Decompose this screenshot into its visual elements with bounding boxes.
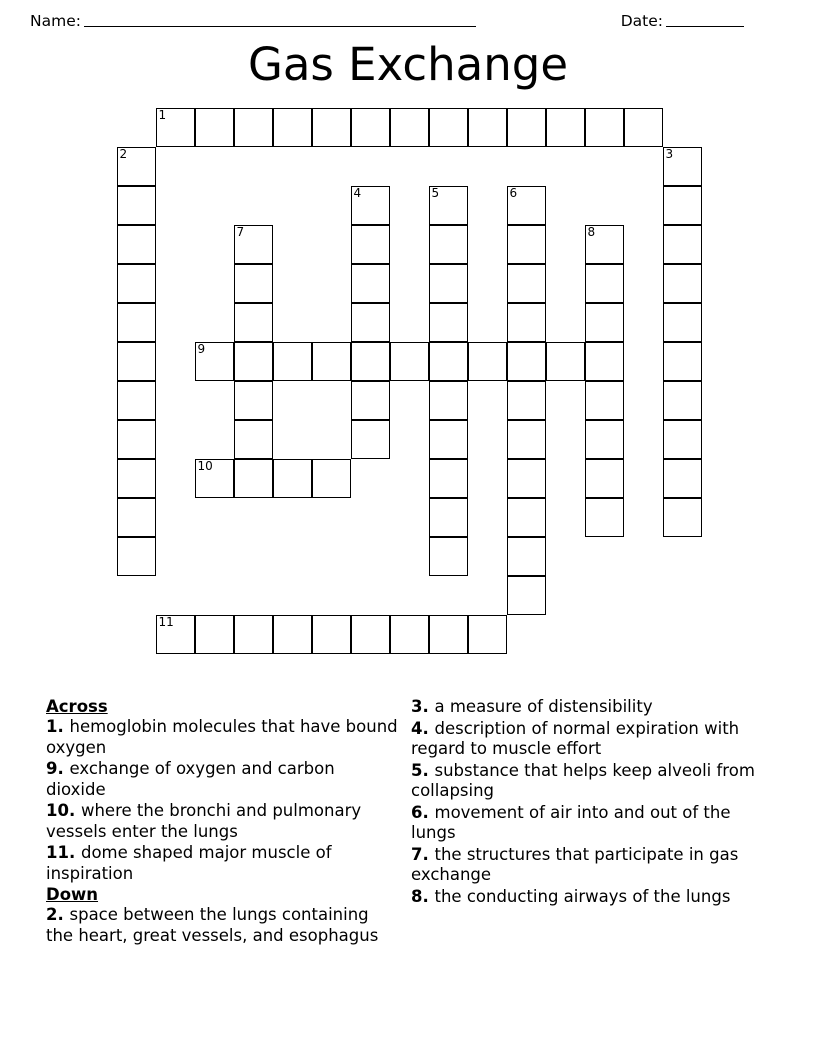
crossword-cell[interactable] bbox=[507, 537, 546, 576]
page-title: Gas Exchange bbox=[247, 38, 569, 91]
crossword-cell[interactable] bbox=[429, 342, 468, 381]
clues-column-right bbox=[411, 697, 763, 908]
crossword-cell[interactable] bbox=[663, 303, 702, 342]
crossword-cell[interactable] bbox=[429, 615, 468, 654]
crossword-cell[interactable] bbox=[663, 264, 702, 303]
crossword-cell[interactable] bbox=[234, 459, 273, 498]
crossword-cell[interactable] bbox=[390, 342, 429, 381]
crossword-cell[interactable] bbox=[429, 108, 468, 147]
clue-number: 2. bbox=[46, 905, 70, 924]
crossword-cell[interactable] bbox=[429, 264, 468, 303]
crossword-cell[interactable] bbox=[117, 498, 156, 537]
crossword-cell[interactable] bbox=[234, 420, 273, 459]
crossword-cell[interactable] bbox=[273, 342, 312, 381]
crossword-cell[interactable] bbox=[195, 615, 234, 654]
crossword-cell[interactable] bbox=[507, 303, 546, 342]
clue-number: 10. bbox=[46, 801, 81, 820]
cell-number: 5 bbox=[431, 186, 440, 200]
crossword-cell[interactable] bbox=[468, 615, 507, 654]
crossword-cell[interactable] bbox=[507, 576, 546, 615]
across-clue-list bbox=[46, 717, 398, 884]
cell-number: 9 bbox=[197, 342, 206, 356]
crossword-cell[interactable] bbox=[117, 303, 156, 342]
crossword-cell[interactable] bbox=[312, 108, 351, 147]
crossword-cell[interactable] bbox=[663, 147, 702, 186]
crossword-cell[interactable] bbox=[663, 498, 702, 537]
cell-number: 11 bbox=[158, 615, 174, 629]
crossword-cell[interactable] bbox=[117, 225, 156, 264]
crossword-cell[interactable] bbox=[234, 225, 273, 264]
clue-number: 3. bbox=[411, 697, 435, 716]
crossword-cell[interactable] bbox=[429, 303, 468, 342]
cell-number: 3 bbox=[665, 147, 674, 161]
crossword-cell[interactable] bbox=[351, 342, 390, 381]
crossword-cell[interactable] bbox=[351, 186, 390, 225]
crossword-cell[interactable] bbox=[156, 108, 195, 147]
crossword-cell[interactable] bbox=[195, 459, 234, 498]
crossword-cell[interactable] bbox=[546, 108, 585, 147]
clue-text: hemoglobin molecules that have bound oxygen bbox=[46, 717, 398, 757]
cell-number: 8 bbox=[587, 225, 596, 239]
crossword-cell[interactable] bbox=[117, 459, 156, 498]
cell-number: 10 bbox=[197, 459, 213, 473]
clue-item bbox=[46, 759, 398, 800]
crossword-cell[interactable] bbox=[546, 342, 585, 381]
crossword-cell[interactable] bbox=[351, 225, 390, 264]
crossword-cell[interactable] bbox=[663, 186, 702, 225]
clue-number: 6. bbox=[411, 802, 435, 822]
crossword-cell[interactable] bbox=[585, 498, 624, 537]
clue-number: 4. bbox=[411, 718, 435, 738]
crossword-cell[interactable] bbox=[663, 225, 702, 264]
crossword-cell[interactable] bbox=[585, 108, 624, 147]
crossword-cell[interactable] bbox=[273, 615, 312, 654]
down-clue-list-right bbox=[411, 697, 763, 907]
crossword-cell[interactable] bbox=[585, 303, 624, 342]
crossword-cell[interactable] bbox=[234, 615, 273, 654]
crossword-cell[interactable] bbox=[117, 264, 156, 303]
clue-item bbox=[46, 905, 398, 946]
crossword-cell[interactable] bbox=[351, 264, 390, 303]
cell-number: 6 bbox=[509, 186, 518, 200]
crossword-cell[interactable] bbox=[351, 108, 390, 147]
clue-text: dome shaped major muscle of inspiration bbox=[46, 843, 332, 883]
crossword-cell[interactable] bbox=[390, 615, 429, 654]
crossword-cell[interactable] bbox=[507, 186, 546, 225]
crossword-cell[interactable] bbox=[234, 342, 273, 381]
crossword-cell[interactable] bbox=[507, 264, 546, 303]
crossword-cell[interactable] bbox=[351, 420, 390, 459]
crossword-cell[interactable] bbox=[234, 108, 273, 147]
crossword-cell[interactable] bbox=[585, 225, 624, 264]
crossword-cell[interactable] bbox=[195, 342, 234, 381]
crossword-cell[interactable] bbox=[117, 420, 156, 459]
crossword-cell[interactable] bbox=[117, 147, 156, 186]
crossword-cell[interactable] bbox=[429, 225, 468, 264]
clue-item bbox=[411, 845, 763, 886]
crossword-cell[interactable] bbox=[624, 108, 663, 147]
clue-text: movement of air into and out of the lungs bbox=[411, 802, 731, 842]
crossword-cell[interactable] bbox=[429, 537, 468, 576]
clue-text: description of normal expiration with regard to muscle effort bbox=[411, 718, 740, 758]
crossword-cell[interactable] bbox=[156, 615, 195, 654]
crossword-cell[interactable] bbox=[507, 498, 546, 537]
crossword-cell[interactable] bbox=[234, 381, 273, 420]
clue-item bbox=[411, 803, 763, 844]
crossword-cell[interactable] bbox=[117, 537, 156, 576]
clue-item bbox=[46, 717, 398, 758]
crossword-cell[interactable] bbox=[507, 381, 546, 420]
clue-number: 1. bbox=[46, 717, 70, 736]
clue-number: 8. bbox=[411, 886, 435, 906]
crossword-cell[interactable] bbox=[663, 459, 702, 498]
crossword-cell[interactable] bbox=[468, 342, 507, 381]
clues-column-left bbox=[46, 697, 398, 947]
crossword-cell[interactable] bbox=[234, 264, 273, 303]
crossword-cell[interactable] bbox=[429, 420, 468, 459]
crossword-cell[interactable] bbox=[312, 342, 351, 381]
crossword-cell[interactable] bbox=[429, 381, 468, 420]
clue-number: 7. bbox=[411, 844, 435, 864]
across-heading: Across bbox=[46, 697, 108, 716]
crossword-cell[interactable] bbox=[507, 108, 546, 147]
crossword-cell[interactable] bbox=[468, 108, 507, 147]
crossword-cell[interactable] bbox=[507, 420, 546, 459]
crossword-cell[interactable] bbox=[585, 459, 624, 498]
clue-item bbox=[411, 719, 763, 760]
crossword-cell[interactable] bbox=[507, 342, 546, 381]
crossword-cell[interactable] bbox=[117, 342, 156, 381]
clue-number: 9. bbox=[46, 759, 70, 778]
crossword-cell[interactable] bbox=[273, 108, 312, 147]
clue-item bbox=[411, 697, 763, 718]
crossword-cell[interactable] bbox=[585, 264, 624, 303]
crossword-cell[interactable] bbox=[429, 186, 468, 225]
crossword-cell[interactable] bbox=[585, 342, 624, 381]
cell-number: 4 bbox=[353, 186, 362, 200]
down-heading: Down bbox=[46, 885, 99, 904]
cell-number: 2 bbox=[119, 147, 128, 161]
clue-text: a measure of distensibility bbox=[434, 697, 653, 716]
cell-number: 7 bbox=[236, 225, 245, 239]
clue-text: the conducting airways of the lungs bbox=[434, 886, 731, 906]
clue-item bbox=[46, 843, 398, 884]
clue-item bbox=[46, 801, 398, 842]
clue-text: space between the lungs containing the heart, great vessels, and esophagus bbox=[46, 905, 379, 945]
clue-item bbox=[411, 761, 763, 802]
clue-text: exchange of oxygen and carbon dioxide bbox=[46, 759, 335, 799]
down-clue-list-left bbox=[46, 905, 398, 946]
crossword-cell[interactable] bbox=[117, 186, 156, 225]
clue-text: substance that helps keep alveoli from collapsing bbox=[411, 760, 755, 800]
crossword-cell[interactable] bbox=[273, 459, 312, 498]
crossword-cell[interactable] bbox=[507, 459, 546, 498]
crossword-cell[interactable] bbox=[117, 381, 156, 420]
crossword-cell[interactable] bbox=[234, 303, 273, 342]
crossword-cell[interactable] bbox=[663, 381, 702, 420]
clue-item bbox=[411, 887, 763, 908]
crossword-cell[interactable] bbox=[663, 342, 702, 381]
crossword-cell[interactable] bbox=[663, 420, 702, 459]
crossword-cell[interactable] bbox=[507, 225, 546, 264]
clue-text: where the bronchi and pulmonary vessels enter the lungs bbox=[46, 801, 362, 841]
crossword-cell[interactable] bbox=[312, 459, 351, 498]
crossword-cell[interactable] bbox=[585, 420, 624, 459]
crossword-cell[interactable] bbox=[312, 615, 351, 654]
crossword-cell[interactable] bbox=[351, 615, 390, 654]
crossword-cell[interactable] bbox=[429, 498, 468, 537]
crossword-cell[interactable] bbox=[195, 108, 234, 147]
clue-number: 5. bbox=[411, 760, 435, 780]
clue-text: the structures that participate in gas exchange bbox=[411, 844, 739, 884]
name-label: Name: bbox=[30, 12, 81, 30]
date-label: Date: bbox=[620, 12, 663, 30]
crossword-cell[interactable] bbox=[351, 303, 390, 342]
clues-area bbox=[46, 697, 770, 977]
cell-number: 1 bbox=[158, 108, 167, 122]
crossword-cell[interactable] bbox=[351, 381, 390, 420]
clue-number: 11. bbox=[46, 843, 81, 862]
crossword-cell[interactable] bbox=[390, 108, 429, 147]
crossword-cell[interactable] bbox=[429, 459, 468, 498]
crossword-cell[interactable] bbox=[585, 381, 624, 420]
